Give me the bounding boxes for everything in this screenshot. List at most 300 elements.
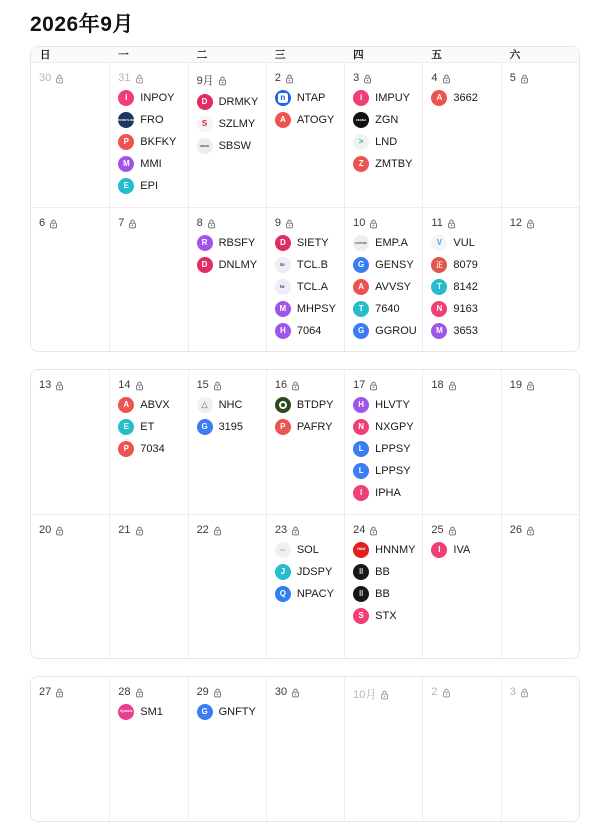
siety-ticker-icon: D [275,235,291,251]
event-row-et[interactable] [118,419,183,435]
date-line [197,686,262,698]
event-row-iva[interactable] [431,542,496,558]
date-line [353,379,418,391]
weekday-label-0: 日 [40,49,51,61]
day-cell-24[interactable] [344,515,422,658]
date-label: 22 [196,524,209,536]
lppsy-ticker-icon: L [353,441,369,457]
szlmy-ticker-icon: S [197,116,213,132]
nxgpy-ticker-icon: N [353,419,369,435]
calendar-card-3 [30,676,580,822]
date-line [197,72,262,88]
3195-ticker-icon: G [197,419,213,435]
date-line [510,524,575,536]
drmky-ticker-icon: D [197,94,213,110]
event-row-8079[interactable] [431,257,496,273]
calendar [30,46,580,822]
date-label: 18 [431,379,444,391]
lock-icon [285,218,294,229]
page-title: 2026年9月 [30,13,134,36]
lock-icon [135,687,144,698]
date-line [431,686,496,698]
btdpy-ticker-icon [275,397,291,413]
event-row-7064[interactable] [275,323,340,339]
date-line [39,686,105,698]
date-label: 6 [39,217,46,229]
lock-icon [520,73,529,84]
day-cell-28[interactable] [109,677,187,821]
date-line [510,72,575,84]
event-row-7640[interactable] [353,301,418,317]
lock-icon [55,687,64,698]
day-cell-2[interactable] [422,677,500,821]
event-row-lppsy[interactable] [353,463,418,479]
day-cell-3[interactable] [344,63,422,207]
event-row-hlvty[interactable] [353,397,418,413]
event-row-zmtby[interactable] [353,156,418,172]
event-row-mmi[interactable] [118,156,183,172]
date-line [39,379,105,391]
3653-ticker-icon: M [431,323,447,339]
lock-icon [291,525,300,536]
event-row-lppsy[interactable] [353,441,418,457]
event-row-jdspy[interactable] [275,564,340,580]
ticker-label: SBSW [218,140,251,152]
day-cell-19[interactable] [501,370,579,514]
avvsy-ticker-icon: A [353,279,369,295]
event-row-abvx[interactable] [118,397,183,413]
event-row-mhpsy[interactable] [275,301,340,317]
ticker-label: 3653 [453,325,478,337]
lock-icon [291,380,300,391]
calendar-card-1 [30,46,580,352]
ticker-label: MMI [140,158,162,170]
lock-icon [442,687,451,698]
date-line [118,72,183,84]
date-label: 30 [274,686,288,698]
date-line [39,72,105,84]
mhpsy-ticker-icon: M [275,301,291,317]
ticker-label: RBSFY [218,237,256,249]
event-row-nhc[interactable] [197,397,262,413]
atogy-ticker-icon: A [275,112,291,128]
hnnmy-ticker-icon: H&M [353,542,369,558]
ticker-label: 3195 [218,421,244,433]
bb-ticker-icon: ⠿ [353,586,369,602]
lock-icon [369,218,378,229]
day-cell-18[interactable] [422,370,500,514]
ticker-label: EPI [140,180,159,192]
event-row-btdpy[interactable] [275,397,340,413]
epi-ticker-icon: E [118,178,134,194]
lock-icon [369,380,378,391]
day-cell-10月[interactable] [344,677,422,821]
day-cell-21[interactable] [109,515,187,658]
date-label: 30 [39,72,52,84]
date-line [353,686,418,702]
zgn-ticker-icon: ZEGNA [353,112,369,128]
fro-ticker-icon: FRONTLINE [118,112,134,128]
bb-ticker-icon: ⠿ [353,564,369,580]
lock-icon [213,525,222,536]
emp-a-ticker-icon: EMPIRE [353,235,369,251]
week-row [31,207,579,351]
date-line [118,217,183,229]
hlvty-ticker-icon: H [353,397,369,413]
event-row-avvsy[interactable] [353,279,418,295]
ticker-label: LPPSY [375,465,411,477]
gnfty-ticker-icon: G [197,704,213,720]
date-line [431,217,496,229]
event-row-atogy[interactable] [275,112,340,128]
day-cell-26[interactable] [501,515,579,658]
date-label: 2 [431,686,438,698]
day-cell-30[interactable] [31,63,109,207]
date-line [275,379,340,391]
event-row-ntap[interactable] [275,90,340,106]
date-line [275,524,340,536]
ticker-label: MHPSY [296,303,336,315]
event-row-sm1[interactable] [118,704,183,720]
bkfky-ticker-icon: P [118,134,134,150]
sm1-ticker-icon: Symbio [118,704,134,720]
ticker-label: SIETY [296,237,329,249]
lock-icon [447,218,456,229]
day-cell-10[interactable] [344,208,422,351]
event-row-ggrou[interactable] [353,323,418,339]
date-label: 2 [274,72,281,84]
event-row-inpoy[interactable] [118,90,183,106]
day-cell-7[interactable] [109,208,187,351]
day-cell-25[interactable] [422,515,500,658]
ticker-label: INPOY [140,92,175,104]
day-cell-17[interactable] [344,370,422,514]
day-cell-31[interactable] [109,63,187,207]
event-row-3662[interactable] [431,90,496,106]
date-label: 31 [118,72,131,84]
ticker-label: 9163 [453,303,478,315]
event-row-drmky[interactable] [197,94,262,110]
date-line [197,217,262,229]
event-row-emp-a[interactable] [353,235,418,251]
date-label: 16 [274,379,288,391]
event-row-tcl-b[interactable] [275,257,340,273]
dnlmy-ticker-icon: D [197,257,213,273]
ticker-label: HLVTY [375,399,410,411]
event-row-gnfty[interactable] [197,704,262,720]
day-cell-6[interactable] [31,208,109,351]
event-row-epi[interactable] [118,178,183,194]
weekday-label-3: 三 [274,49,286,61]
date-label: 4 [431,72,438,84]
event-row-bb[interactable] [353,564,418,580]
day-cell-29[interactable] [188,677,266,821]
ticker-label: 3662 [453,92,478,104]
ticker-label: IMPUY [375,92,410,104]
day-cell-27[interactable] [31,677,109,821]
event-row-bkfky[interactable] [118,134,183,150]
event-row-siety[interactable] [275,235,340,251]
pafry-ticker-icon: P [275,419,291,435]
weekday-label-6: 六 [509,49,521,61]
date-label: 11 [431,217,443,229]
day-cell-14[interactable] [109,370,187,514]
ticker-label: FRO [140,114,164,126]
ticker-label: ZGN [375,114,399,126]
day-cell-15[interactable] [188,370,266,514]
week-row [31,63,579,207]
ticker-label: DNLMY [218,259,258,271]
inpoy-ticker-icon: I [118,90,134,106]
ticker-label: BTDPY [296,399,334,411]
date-label: 26 [509,524,522,536]
date-line [118,686,183,698]
date-label: 20 [39,524,52,536]
day-cell-8[interactable] [188,208,266,351]
weekday-label-2: 二 [196,49,208,61]
ticker-label: GENSY [375,259,414,271]
lock-icon [218,75,227,86]
day-cell-9月[interactable] [188,63,266,207]
lock-icon [213,380,222,391]
7064-ticker-icon: H [275,323,291,339]
date-line [353,72,418,84]
date-line [510,686,575,698]
event-row-9163[interactable] [431,301,496,317]
date-line [118,379,183,391]
ticker-label: ET [140,421,155,433]
gensy-ticker-icon: G [353,257,369,273]
ticker-label: NHC [218,399,243,411]
ticker-label: SOL [296,544,319,556]
vul-ticker-icon: V [431,235,447,251]
date-line [39,217,105,229]
ticker-label: STX [375,610,397,622]
event-row-hnnmy[interactable] [353,542,418,558]
ggrou-ticker-icon: G [353,323,369,339]
event-row-3195[interactable] [197,419,262,435]
event-row-sol[interactable] [275,542,340,558]
date-label: 19 [509,379,522,391]
event-row-8142[interactable] [431,279,496,295]
date-label: 29 [196,686,209,698]
lock-icon [135,525,144,536]
lock-icon [448,525,457,536]
event-row-szlmy[interactable] [197,116,262,132]
day-cell-12[interactable] [501,208,579,351]
date-line [275,217,340,229]
ticker-label: NPACY [296,588,334,600]
lock-icon [207,218,216,229]
date-label: 9 [274,217,281,229]
8079-ticker-icon: 正 [431,257,447,273]
week-row [31,370,579,514]
ticker-label: TCL.B [296,259,329,271]
ticker-label: TCL.A [296,281,329,293]
ticker-label: JDSPY [296,566,333,578]
ticker-label: NTAP [296,92,326,104]
ticker-label: VUL [453,237,475,249]
calendar-card-2 [30,369,580,659]
9163-ticker-icon: N [431,301,447,317]
event-row-vul[interactable] [431,235,496,251]
date-line [353,524,418,536]
day-cell-11[interactable] [422,208,500,351]
ticker-label: HNNMY [375,544,416,556]
date-label: 9月 [196,75,214,87]
event-row-dnlmy[interactable] [197,257,262,273]
date-label: 3 [509,686,516,698]
date-label: 3 [353,72,360,84]
event-row-impuy[interactable] [353,90,418,106]
lock-icon [49,218,58,229]
date-label: 15 [196,379,209,391]
nhc-ticker-icon: △ [197,397,213,413]
event-row-nxgpy[interactable] [353,419,418,435]
event-row-tcl-a[interactable] [275,279,340,295]
date-label: 24 [353,524,366,536]
lock-icon [526,218,535,229]
npacy-ticker-icon: Q [275,586,291,602]
weekday-label-5: 五 [431,49,442,61]
ticker-label: SM1 [140,706,163,718]
lock-icon [369,525,378,536]
ticker-label: BB [375,588,390,600]
date-line [510,379,575,391]
date-line [275,686,340,698]
day-cell-22[interactable] [188,515,266,658]
date-label: 17 [353,379,366,391]
zmtby-ticker-icon: Z [353,156,369,172]
et-ticker-icon: E [118,419,134,435]
lock-icon [55,380,64,391]
lock-icon [291,687,300,698]
lock-icon [128,218,137,229]
date-label: 14 [118,379,131,391]
date-label: 10月 [353,689,377,701]
date-line [118,524,183,536]
event-row-rbsfy[interactable] [197,235,262,251]
weekday-header [31,47,579,63]
week-row [31,677,579,821]
event-row-7034[interactable] [118,441,183,457]
day-cell-2[interactable] [266,63,344,207]
sbsw-ticker-icon: SBSW [197,138,213,154]
ticker-label: IPHA [375,487,401,499]
lock-icon [285,73,294,84]
3662-ticker-icon: A [431,90,447,106]
lock-icon [526,380,535,391]
week-row [31,514,579,658]
date-label: 28 [118,686,131,698]
ticker-label: 7640 [375,303,400,315]
event-row-pafry[interactable] [275,419,340,435]
ticker-label: 7034 [140,443,165,455]
8142-ticker-icon: T [431,279,447,295]
ticker-label: 7064 [296,325,322,337]
ticker-label: GGROU [375,325,417,337]
date-line [197,379,262,391]
weekday-label-4: 四 [353,49,364,61]
lppsy-ticker-icon: L [353,463,369,479]
lock-icon [135,73,144,84]
date-label: 21 [118,524,131,536]
event-row-sbsw[interactable] [197,138,262,154]
date-line [197,524,262,536]
tcl-a-ticker-icon: tc· [275,279,291,295]
day-cell-5[interactable] [501,63,579,207]
day-cell-13[interactable] [31,370,109,514]
day-cell-30[interactable] [266,677,344,821]
lock-icon [363,73,372,84]
lock-icon [55,73,64,84]
date-label: 13 [39,379,52,391]
date-line [431,72,496,84]
ticker-label: BB [375,566,390,578]
7034-ticker-icon: P [118,441,134,457]
mmi-ticker-icon: M [118,156,134,172]
ticker-label: PAFRY [296,421,333,433]
date-label: 5 [509,72,516,84]
date-label: 7 [118,217,125,229]
ticker-label: AVVSY [375,281,412,293]
date-label: 23 [274,524,288,536]
ticker-label: NXGPY [375,421,414,433]
ticker-label: 8142 [453,281,478,293]
date-label: 12 [509,217,522,229]
event-row-ipha[interactable] [353,485,418,501]
day-cell-4[interactable] [422,63,500,207]
lnd-ticker-icon: > [353,134,369,150]
tcl-b-ticker-icon: tc· [275,257,291,273]
event-row-lnd[interactable] [353,134,418,150]
event-row-3653[interactable] [431,323,496,339]
ticker-label: LPPSY [375,443,411,455]
date-line [510,217,575,229]
event-row-fro[interactable] [118,112,183,128]
ticker-label: ABVX [140,399,170,411]
impuy-ticker-icon: I [353,90,369,106]
date-label: 27 [39,686,52,698]
event-row-gensy[interactable] [353,257,418,273]
event-row-npacy[interactable] [275,586,340,602]
ticker-label: ZMTBY [375,158,413,170]
lock-icon [448,380,457,391]
day-cell-16[interactable] [266,370,344,514]
ipha-ticker-icon: I [353,485,369,501]
lock-icon [55,525,64,536]
day-cell-23[interactable] [266,515,344,658]
ticker-label: DRMKY [218,96,259,108]
date-label: 25 [431,524,444,536]
lock-icon [213,687,222,698]
day-cell-20[interactable] [31,515,109,658]
date-line [431,524,496,536]
lock-icon [442,73,451,84]
date-line [39,524,105,536]
event-row-bb[interactable] [353,586,418,602]
ticker-label: IVA [453,544,471,556]
day-cell-9[interactable] [266,208,344,351]
day-cell-3[interactable] [501,677,579,821]
weekday-label-1: 一 [118,49,129,61]
ntap-ticker-icon: n [275,90,291,106]
event-row-stx[interactable] [353,608,418,624]
lock-icon [526,525,535,536]
lock-icon [135,380,144,391]
iva-ticker-icon: I [431,542,447,558]
event-row-zgn[interactable] [353,112,418,128]
